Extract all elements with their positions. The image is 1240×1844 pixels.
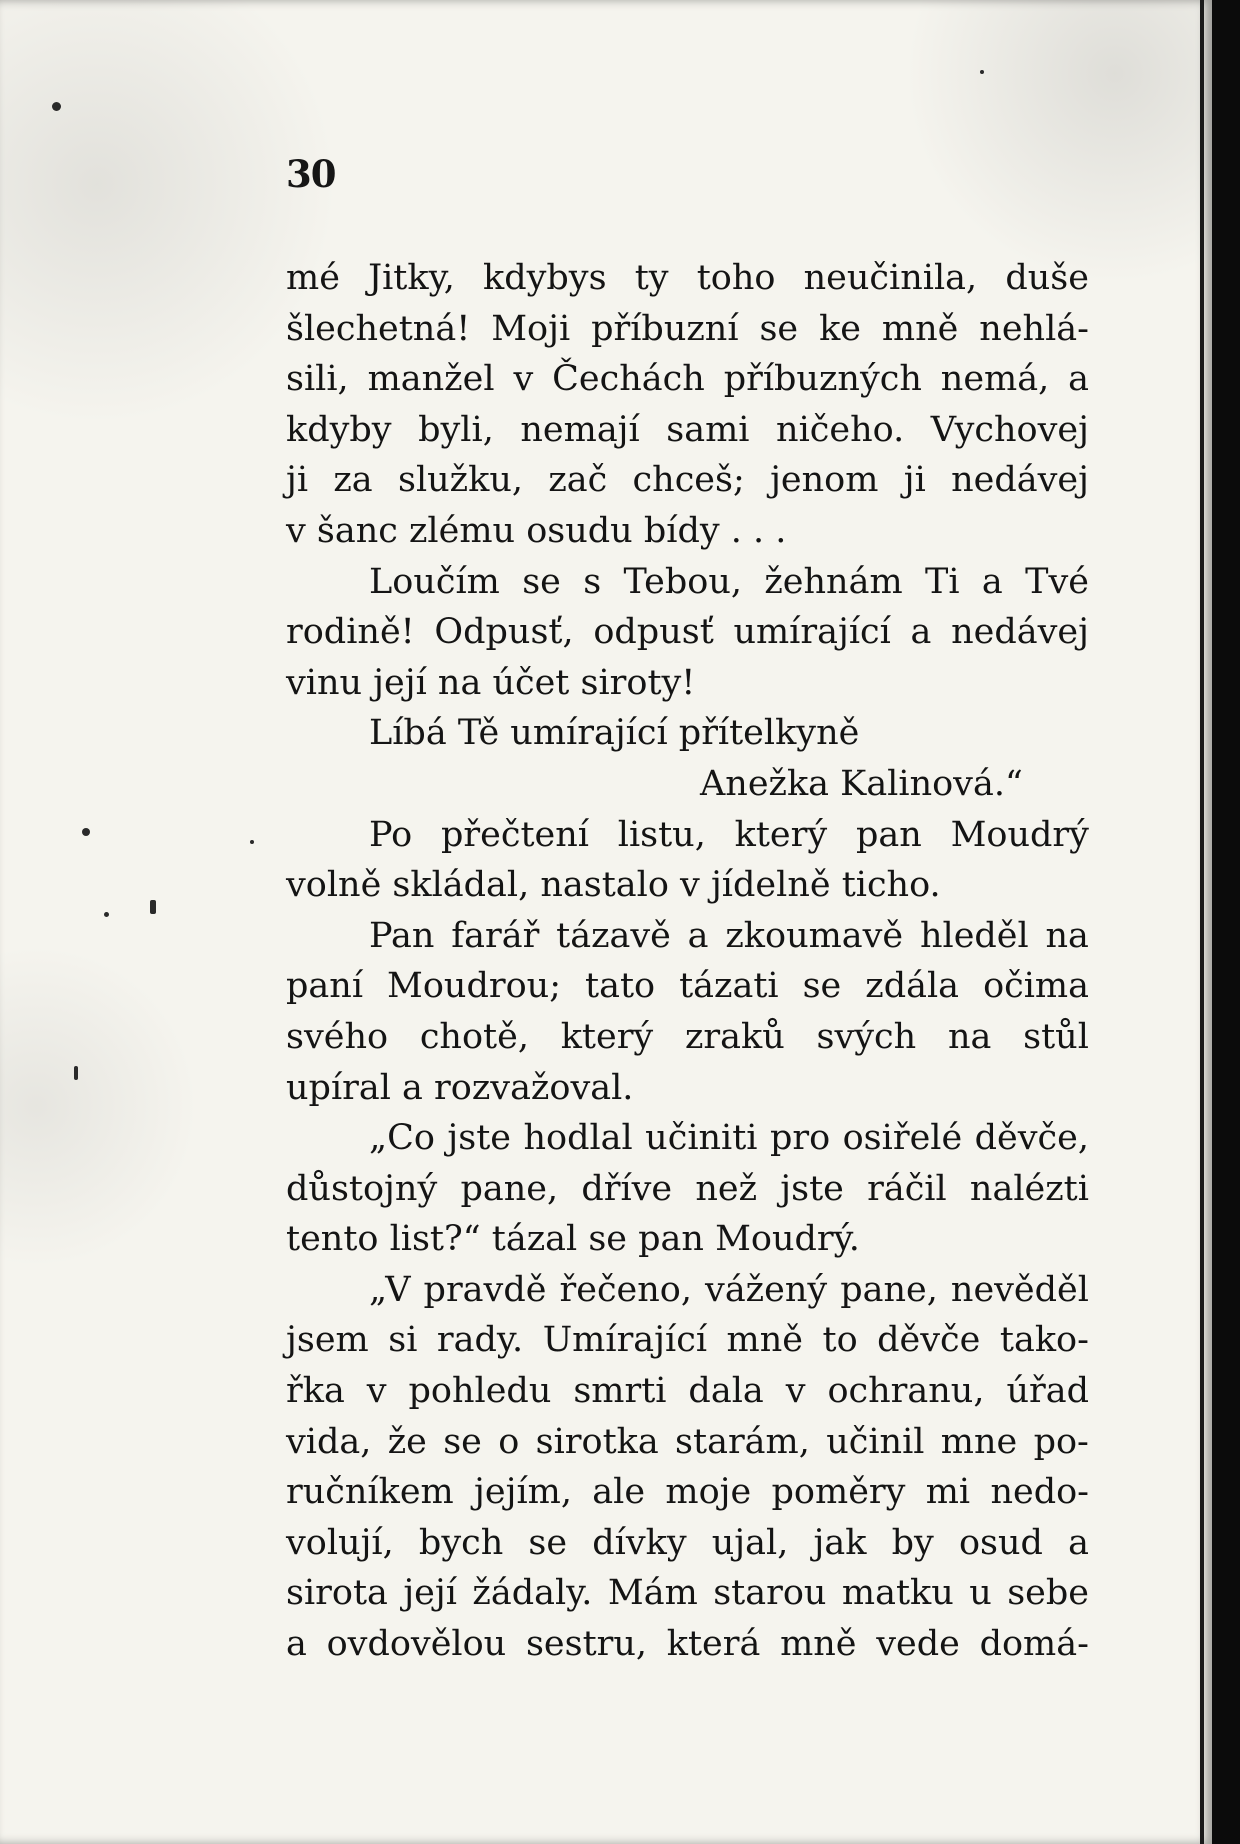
text-line: upíral a rozvažoval. <box>286 1067 634 1108</box>
text-line: volně skládal, nastalo v jídelně ticho. <box>286 865 941 906</box>
text-line: v šanc zlému osudu bídy . . . <box>286 510 787 551</box>
text-line: Loučím se s Tebou, žehnám Ti a Tvé <box>369 561 1089 602</box>
text-line: paní Moudrou; tato tázati se zdála očima <box>286 966 1089 1007</box>
text-line: důstojný pane, dříve než jste ráčil nalézti <box>286 1168 1089 1209</box>
text-line: ručníkem jejím, ale moje poměry mi nedo- <box>286 1472 1089 1513</box>
text-line: vinu její na účet siroty! <box>286 662 696 703</box>
body-text <box>286 253 1089 1670</box>
page-number: 30 <box>286 152 336 196</box>
text-line: Po přečtení listu, který pan Moudrý <box>369 814 1089 855</box>
text-line: Pan farář tázavě a zkoumavě hleděl na <box>369 915 1089 956</box>
text-line: rodině! Odpusť, odpusť umírající a nedávej <box>286 612 1089 653</box>
page-edge <box>1200 0 1204 1844</box>
text-line: sirota její žádaly. Mám starou matku u sebe <box>286 1573 1089 1614</box>
text-line: a ovdovělou sestru, která mně vede domá- <box>286 1624 1089 1665</box>
text-line: jsem si rady. Umírající mně to děvče tako- <box>286 1320 1089 1361</box>
text-line: řka v pohledu smrti dala v ochranu, úřad <box>286 1371 1089 1412</box>
text-line: volují, bych se dívky ujal, jak by osud a <box>286 1522 1089 1563</box>
text-line: šlechetná! Moji příbuzní se ke mně nehlá- <box>286 308 1089 349</box>
text-line: Líbá Tě umírající přítelkyně <box>369 713 860 754</box>
text-line: mé Jitky, kdybys ty toho neučinila, duše <box>286 258 1089 298</box>
text-line: „Co jste hodlal učiniti pro osiřelé děvče, <box>369 1118 1089 1159</box>
text-line: svého chotě, který zraků svých na stůl <box>286 1016 1089 1057</box>
text-line: tento list?“ tázal se pan Moudrý. <box>286 1219 860 1260</box>
text-line: vida, že se o sirotka starám, učinil mne po- <box>286 1421 1089 1462</box>
text-line: kdyby byli, nemají sami ničeho. Vychovej <box>286 409 1089 450</box>
text-line: sili, manžel v Čechách příbuzných nemá, a <box>286 359 1089 400</box>
text-line: Anežka Kalinová.“ <box>700 763 1023 804</box>
text-line: „V pravdě řečeno, vážený pane, nevěděl <box>369 1269 1089 1310</box>
text-line: ji za služku, zač chceš; jenom ji nedávej <box>286 460 1089 501</box>
